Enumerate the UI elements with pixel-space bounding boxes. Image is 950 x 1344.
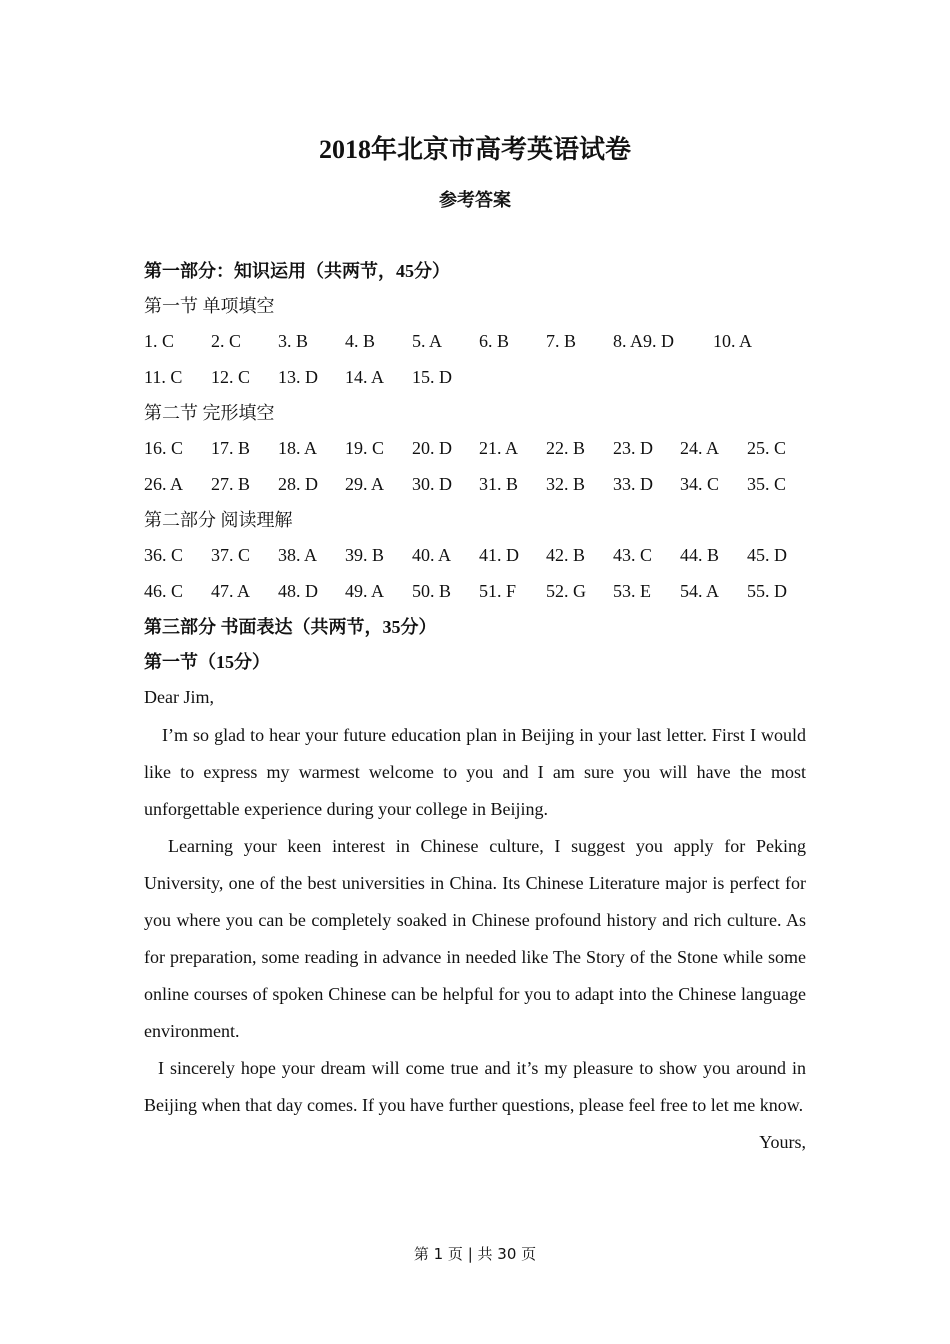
answer-item: 51. F xyxy=(479,581,517,601)
answer-item: 25. C xyxy=(747,438,787,458)
answer-row xyxy=(144,540,806,576)
answer-item: 2. C xyxy=(211,331,242,351)
answer-item: 19. C xyxy=(345,438,385,458)
answer-item: 29. A xyxy=(345,474,385,494)
answer-item: 52. G xyxy=(546,581,586,601)
part2-label: 第二部分 阅读理解 xyxy=(144,510,293,530)
answer-item: 41. D xyxy=(479,545,519,565)
letter-paragraph: I sincerely hope your dream will come true and it’s my pleasure to show you around in Beijing when that day comes. If you have further questions, please feel free to let me know. xyxy=(144,1058,806,1115)
answer-item: 37. C xyxy=(211,545,251,565)
page-subtitle: 参考答案 xyxy=(439,190,511,210)
document-body xyxy=(144,256,806,1161)
answer-item: 49. A xyxy=(345,581,385,601)
answer-item: 54. A xyxy=(680,581,720,601)
answer-item: 14. A xyxy=(345,367,385,387)
answer-item: 16. C xyxy=(144,438,184,458)
answer-item: 40. A xyxy=(412,545,452,565)
answer-item: 35. C xyxy=(747,474,787,494)
answer-item: 3. B xyxy=(278,331,309,351)
answer-item: 42. B xyxy=(546,545,586,565)
answer-item: 5. A xyxy=(412,331,443,351)
answer-item: 36. C xyxy=(144,545,184,565)
answer-item: 15. D xyxy=(412,367,452,387)
part1-section1-label: 第一节 单项填空 xyxy=(144,296,275,316)
answer-row xyxy=(144,469,806,505)
answer-item: 34. C xyxy=(680,474,720,494)
answer-item: 39. B xyxy=(345,545,385,565)
answer-item: 13. D xyxy=(278,367,318,387)
letter-paragraph: I’m so glad to hear your future education plan in Beijing in your last letter. First I would like to express my warmest welcome to you and I am sure you will have the most unforgettable experience during your college in Beijing. xyxy=(144,725,806,819)
answer-item: 47. A xyxy=(211,581,251,601)
part1-section2-label: 第二节 完形填空 xyxy=(144,403,275,423)
answer-item: 30. D xyxy=(412,474,452,494)
answer-item: 46. C xyxy=(144,581,184,601)
answer-item: 44. B xyxy=(680,545,720,565)
answer-item: 28. D xyxy=(278,474,318,494)
answer-item: 45. D xyxy=(747,545,787,565)
answer-item: 27. B xyxy=(211,474,251,494)
answer-item: 38. A xyxy=(278,545,318,565)
answer-item: 53. E xyxy=(613,581,651,601)
letter-paragraph: Learning your keen interest in Chinese culture, I suggest you apply for Peking University, one of the best universities in China. Its Chinese Literature major is perfect for you where you can be completely soaked in Chinese profound history and rich culture. As for preparation, some reading in advance in needed like The Story of the Stone while some online courses of spoken Chinese can be helpful for you to adapt into the Chinese language environment. xyxy=(144,836,806,1041)
answer-item: 4. B xyxy=(345,331,376,351)
answer-item: 1. C xyxy=(144,331,175,351)
answer-item: 24. A xyxy=(680,438,720,458)
answer-item: 33. D xyxy=(613,474,653,494)
letter-salutation: Dear Jim, xyxy=(144,687,214,707)
answer-item: 12. C xyxy=(211,367,251,387)
answer-item: 7. B xyxy=(546,331,577,351)
answer-item: 26. A xyxy=(144,474,184,494)
answer-item: 31. B xyxy=(479,474,519,494)
part3-section1-heading: 第一节（15分） xyxy=(144,652,270,672)
answer-item: 21. A xyxy=(479,438,519,458)
letter-closing: Yours, xyxy=(759,1132,806,1152)
answer-item: 23. D xyxy=(613,438,653,458)
answer-item: 43. C xyxy=(613,545,653,565)
answer-row xyxy=(144,433,806,469)
answer-row xyxy=(144,362,806,398)
answer-item: 20. D xyxy=(412,438,452,458)
answer-row xyxy=(144,326,806,362)
answer-item: 11. C xyxy=(144,367,183,387)
answer-item: 18. A xyxy=(278,438,318,458)
page-title: 2018年北京市高考英语试卷 xyxy=(318,135,631,164)
answer-item: 50. B xyxy=(412,581,452,601)
answer-item: 55. D xyxy=(747,581,787,601)
part3-heading: 第三部分 书面表达（共两节，35分） xyxy=(144,617,437,637)
answer-item: 32. B xyxy=(546,474,586,494)
part1-heading: 第一部分：知识运用（共两节，45分） xyxy=(144,261,450,281)
answer-row xyxy=(144,576,806,612)
answer-item: 48. D xyxy=(278,581,318,601)
answer-item: 10. A xyxy=(713,331,753,351)
answer-item: 6. B xyxy=(479,331,510,351)
answer-item: 17. B xyxy=(211,438,251,458)
answer-item: 22. B xyxy=(546,438,586,458)
page-footer: 第 1 页 | 共 30 页 xyxy=(413,1245,537,1263)
answer-item: 8. A9. D xyxy=(613,331,675,351)
